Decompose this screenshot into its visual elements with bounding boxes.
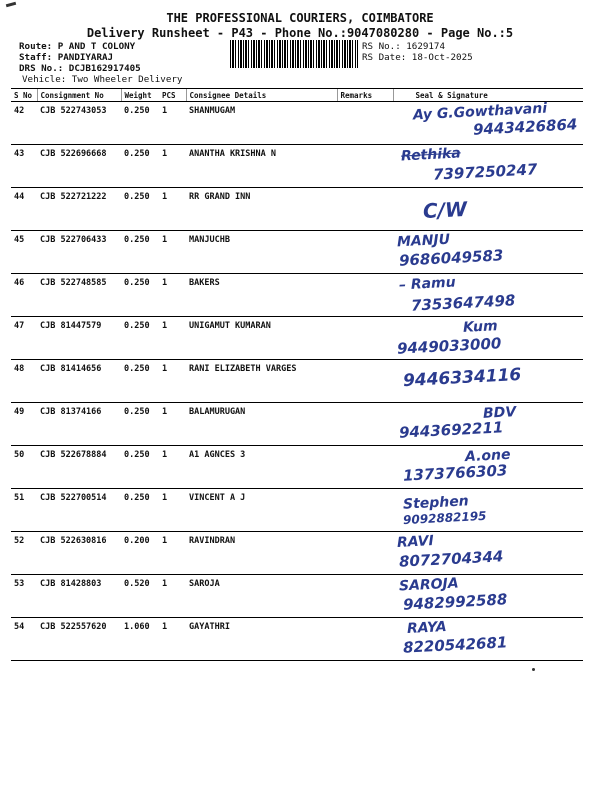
handwritten-phone: 9449033000 [396,334,502,358]
route-label: Route: P AND T COLONY [19,41,136,52]
handwritten-phone: 9446334116 [402,364,522,392]
handwritten-signature: A.one [464,446,511,466]
col-seal-signature: Seal & Signature [393,89,583,102]
cell-pcs: 1 [159,575,186,618]
cell-pcs: 1 [159,360,186,403]
cell-consignee: BAKERS [186,274,337,317]
cell-pcs: 1 [159,403,186,446]
handwritten-signature: – Ramu [398,274,457,294]
cell-sno: 51 [11,489,37,532]
cell-remarks [337,145,393,188]
cell-weight: 0.250 [121,145,159,188]
cell-consignee: SHANMUGAM [186,102,337,145]
cell-weight: 0.200 [121,532,159,575]
cell-remarks [337,317,393,360]
cell-weight: 0.250 [121,489,159,532]
drs-number: DRS No.: DCJB162917405 [19,63,141,74]
cell-signature [393,532,583,575]
handwritten-signature: SAROJA [398,575,460,595]
cell-remarks [337,274,393,317]
handwritten-phone: 8072704344 [398,547,504,571]
cell-weight: 0.250 [121,231,159,274]
cell-consignee: UNIGAMUT KUMARAN [186,317,337,360]
cell-pcs: 1 [159,489,186,532]
cell-consignee: GAYATHRI [186,618,337,661]
table-row [11,145,583,188]
handwritten-signature: Ay G.Gowthavani [412,100,548,124]
col-remarks: Remarks [337,89,393,102]
cell-remarks [337,489,393,532]
cell-signature [393,403,583,446]
rs-number: RS No.: 1629174 [362,41,445,52]
table-row [11,360,583,403]
runsheet-subtitle: Delivery Runsheet - P43 - Phone No.:9047080280 - Page No.:5 [86,26,514,40]
handwritten-phone: 7397250247 [432,160,538,184]
table-row [11,575,583,618]
cell-consignment: CJB 522748585 [37,274,121,317]
handwritten-phone: 9443426864 [472,115,578,139]
cell-weight: 0.250 [121,188,159,231]
cell-remarks [337,403,393,446]
table-row [11,231,583,274]
cell-consignment: CJB 81428803 [37,575,121,618]
cell-consignee: RANI ELIZABETH VARGES [186,360,337,403]
handwritten-signature: C/W [422,196,468,224]
cell-consignee: SAROJA [186,575,337,618]
vehicle-label: Vehicle: Two Wheeler Delivery [22,74,183,85]
handwritten-phone: 9686049583 [398,246,504,270]
handwritten-signature: Stephen [402,493,470,513]
runsheet-table [11,88,583,661]
cell-pcs: 1 [159,188,186,231]
cell-pcs: 1 [159,618,186,661]
cell-sno: 45 [11,231,37,274]
cell-consignment: CJB 522721222 [37,188,121,231]
handwritten-phone: 8220542681 [402,633,508,657]
table-row [11,618,583,661]
handwritten-phone: 7353647498 [410,291,516,315]
cell-remarks [337,618,393,661]
col-consignment: Consignment No [37,89,121,102]
cell-consignment: CJB 81447579 [37,317,121,360]
handwritten-phone: 9482992588 [402,590,508,614]
cell-sno: 54 [11,618,37,661]
cell-weight: 0.250 [121,317,159,360]
cell-remarks [337,446,393,489]
col-consignee: Consignee Details [186,89,337,102]
cell-signature [393,489,583,532]
table-row [11,532,583,575]
scan-mark [6,2,16,7]
cell-consignment: CJB 522630816 [37,532,121,575]
handwritten-signature: BDV [482,404,517,422]
table-row [11,102,583,145]
cell-signature [393,618,583,661]
cell-signature [393,231,583,274]
cell-sno: 44 [11,188,37,231]
cell-sno: 48 [11,360,37,403]
handwritten-signature: Rethika [400,145,462,165]
table-row [11,188,583,231]
cell-weight: 0.250 [121,102,159,145]
cell-signature [393,145,583,188]
cell-sno: 53 [11,575,37,618]
cell-consignee: VINCENT A J [186,489,337,532]
cell-consignee: RR GRAND INN [186,188,337,231]
col-weight: Weight [121,89,159,102]
rs-date: RS Date: 18-Oct-2025 [362,52,473,63]
cell-weight: 0.250 [121,403,159,446]
cell-sno: 52 [11,532,37,575]
cell-consignee: MANJUCHB [186,231,337,274]
table-row [11,446,583,489]
table-row [11,403,583,446]
cell-pcs: 1 [159,145,186,188]
table-header-row [11,89,583,102]
handwritten-signature: Kum [462,318,499,336]
cell-consignment: CJB 522696668 [37,145,121,188]
cell-sno: 47 [11,317,37,360]
cell-remarks [337,532,393,575]
handwritten-signature: MANJU [396,231,451,251]
cell-consignment: CJB 522678884 [37,446,121,489]
cell-signature [393,317,583,360]
cell-pcs: 1 [159,102,186,145]
cell-pcs: 1 [159,532,186,575]
cell-weight: 0.520 [121,575,159,618]
cell-consignment: CJB 522743053 [37,102,121,145]
cell-consignee: BALAMURUGAN [186,403,337,446]
handwritten-signature: RAVI [396,533,435,551]
cell-signature [393,102,583,145]
cell-sno: 42 [11,102,37,145]
cell-sno: 43 [11,145,37,188]
cell-signature [393,188,583,231]
col-sno: S No [11,89,37,102]
cell-remarks [337,231,393,274]
cell-sno: 50 [11,446,37,489]
cell-consignment: CJB 81414656 [37,360,121,403]
cell-sno: 49 [11,403,37,446]
cell-weight: 0.250 [121,446,159,489]
cell-signature [393,360,583,403]
cell-remarks [337,102,393,145]
handwritten-phone: 9092882195 [402,508,487,528]
table-row [11,317,583,360]
cell-consignee: ANANTHA KRISHNA N [186,145,337,188]
cell-pcs: 1 [159,446,186,489]
cell-pcs: 1 [159,274,186,317]
cell-remarks [337,188,393,231]
cell-sno: 46 [11,274,37,317]
table-row [11,489,583,532]
cell-remarks [337,575,393,618]
cell-remarks [337,360,393,403]
cell-consignee: RAVINDRAN [186,532,337,575]
barcode [230,40,358,68]
cell-consignment: CJB 522700514 [37,489,121,532]
table-row [11,274,583,317]
cell-consignment: CJB 522706433 [37,231,121,274]
handwritten-phone: 1373766303 [402,461,508,485]
cell-weight: 0.250 [121,274,159,317]
handwritten-phone: 9443692211 [398,418,504,442]
company-title: THE PROFESSIONAL COURIERS, COIMBATORE [166,11,434,25]
cell-signature [393,446,583,489]
cell-pcs: 1 [159,231,186,274]
cell-weight: 1.060 [121,618,159,661]
cell-consignee: A1 AGNCES 3 [186,446,337,489]
cell-consignment: CJB 81374166 [37,403,121,446]
handwritten-signature: RAYA [406,618,448,638]
cell-pcs: 1 [159,317,186,360]
cell-consignment: CJB 522557620 [37,618,121,661]
cell-signature [393,274,583,317]
staff-label: Staff: PANDIYARAJ [19,52,114,63]
scan-speck [532,668,535,671]
cell-signature [393,575,583,618]
cell-weight: 0.250 [121,360,159,403]
col-pcs: PCS [159,89,186,102]
